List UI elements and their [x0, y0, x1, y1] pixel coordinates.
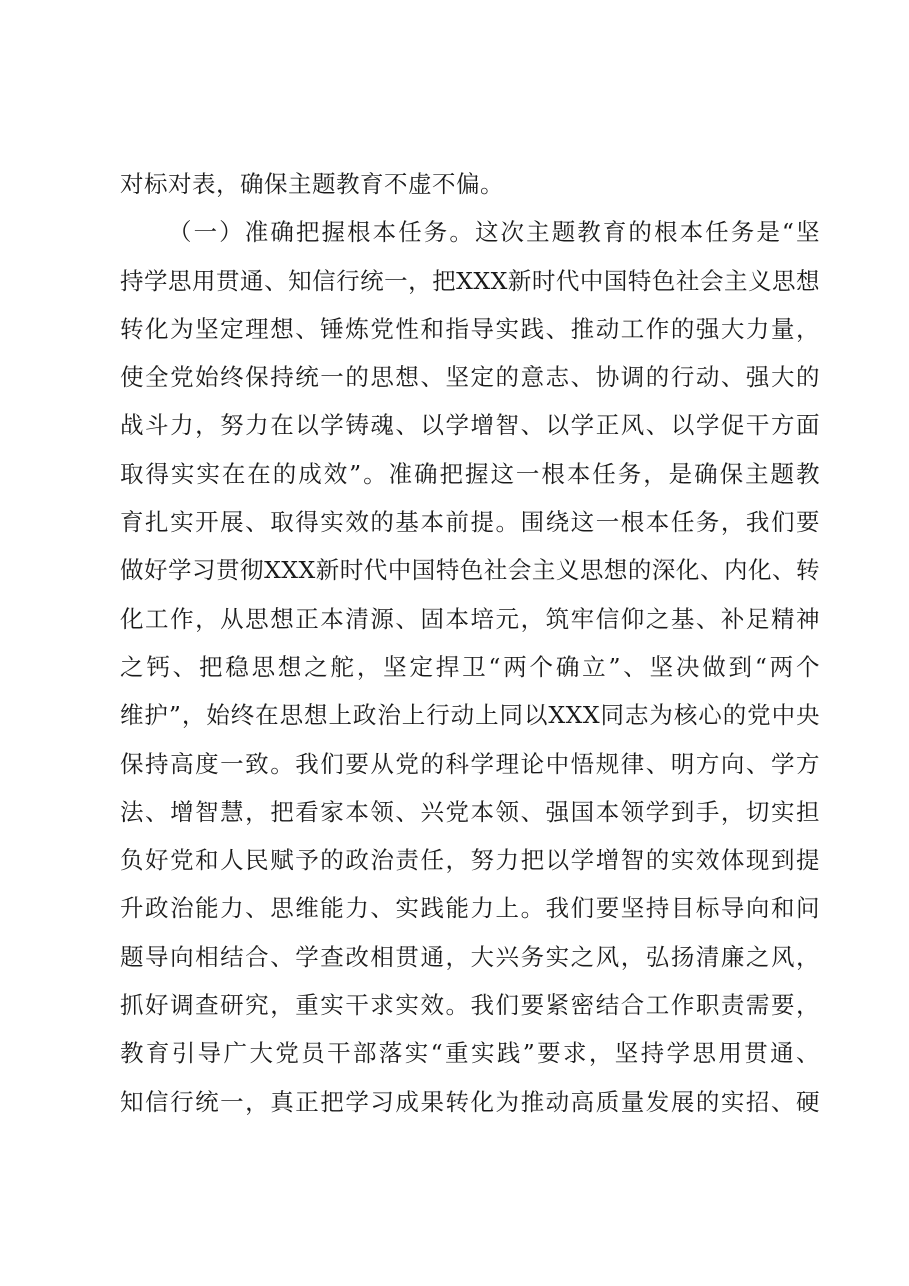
text-line: 战斗力，努力在以学铸魂、以学增智、以学正风、以学促干方面	[120, 411, 820, 440]
text-line: 法、增智慧，把看家本领、兴党本领、强国本领学到手，切实担	[120, 797, 820, 826]
text-line: 之钙、把稳思想之舵，坚定捍卫“两个确立”、坚决做到“两个	[120, 652, 820, 681]
text-line: 使全党始终保持统一的思想、坚定的意志、协调的行动、强大的	[120, 363, 820, 392]
text-line: （一）准确把握根本任务。这次主题教育的根本任务是“坚	[168, 218, 820, 247]
text-line: 题导向相结合、学查改相贯通，大兴务实之风，弘扬清廉之风，	[120, 942, 820, 971]
text-line: 做好学习贯彻XXX新时代中国特色社会主义思想的深化、内化、转	[120, 556, 820, 585]
text-line: 升政治能力、思维能力、实践能力上。我们要坚持目标导向和问	[120, 894, 820, 923]
text-line: 负好党和人民赋予的政治责任，努力把以学增智的实效体现到提	[120, 846, 820, 875]
text-line: 维护”，始终在思想上政治上行动上同以XXX同志为核心的党中央	[120, 701, 820, 730]
text-line: 转化为坚定理想、锤炼党性和指导实践、推动工作的强大力量，	[120, 314, 820, 343]
text-line: 抓好调查研究，重实干求实效。我们要紧密结合工作职责需要，	[120, 991, 820, 1020]
text-line: 取得实实在在的成效”。准确把握这一根本任务，是确保主题教	[120, 459, 820, 488]
text-line: 保持高度一致。我们要从党的科学理论中悟规律、明方向、学方	[120, 749, 820, 778]
text-line: 化工作，从思想正本清源、固本培元，筑牢信仰之基、补足精神	[120, 604, 820, 633]
text-line: 知信行统一，真正把学习成果转化为推动高质量发展的实招、硬	[120, 1087, 820, 1116]
text-line: 育扎实开展、取得实效的基本前提。围绕这一根本任务，我们要	[120, 508, 820, 537]
body-text	[120, 160, 820, 1126]
text-line: 对标对表，确保主题教育不虚不偏。	[120, 170, 504, 198]
text-line: 教育引导广大党员干部落实“重实践”要求，坚持学思用贯通、	[120, 1039, 820, 1068]
text-line: 持学思用贯通、知信行统一，把XXX新时代中国特色社会主义思想	[120, 266, 820, 295]
